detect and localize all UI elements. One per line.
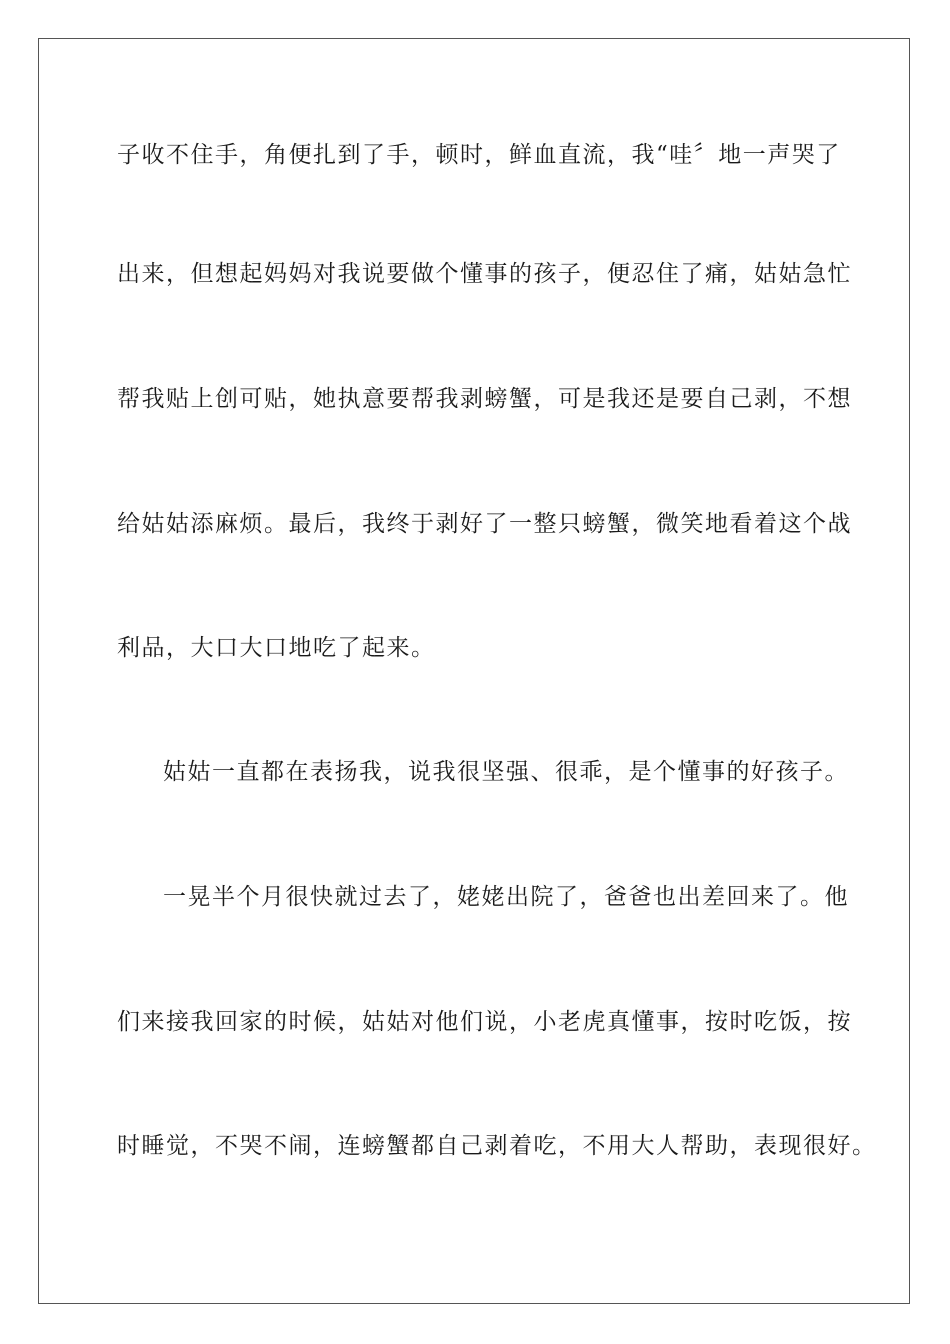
text-line: 出来，但想起妈妈对我说要做个懂事的孩子，便忍住了痛，姑姑急忙 <box>117 261 852 287</box>
paragraph-start-line: 姑姑一直都在表扬我，说我很坚强、很乖，是个懂事的好孩子。 <box>163 759 849 785</box>
text-line: 利品，大口大口地吃了起来。 <box>117 635 436 661</box>
text-line: 帮我贴上创可贴，她执意要帮我剥螃蟹，可是我还是要自己剥，不想 <box>117 386 852 412</box>
text-line: 时睡觉，不哭不闹，连螃蟹都自己剥着吃，不用大人帮助，表现很好。 <box>117 1133 877 1159</box>
text-line: 子收不住手，角便扎到了手，顿时，鲜血直流，我“哇〞地一声哭了 <box>117 142 841 168</box>
text-line: 给姑姑添麻烦。最后，我终于剥好了一整只螃蟹，微笑地看着这个战 <box>117 511 852 537</box>
text-line: 们来接我回家的时候，姑姑对他们说，小老虎真懂事，按时吃饭，按 <box>117 1009 852 1035</box>
page-border <box>38 38 910 1304</box>
paragraph-start-line: 一晃半个月很快就过去了，姥姥出院了，爸爸也出差回来了。他 <box>163 884 849 910</box>
